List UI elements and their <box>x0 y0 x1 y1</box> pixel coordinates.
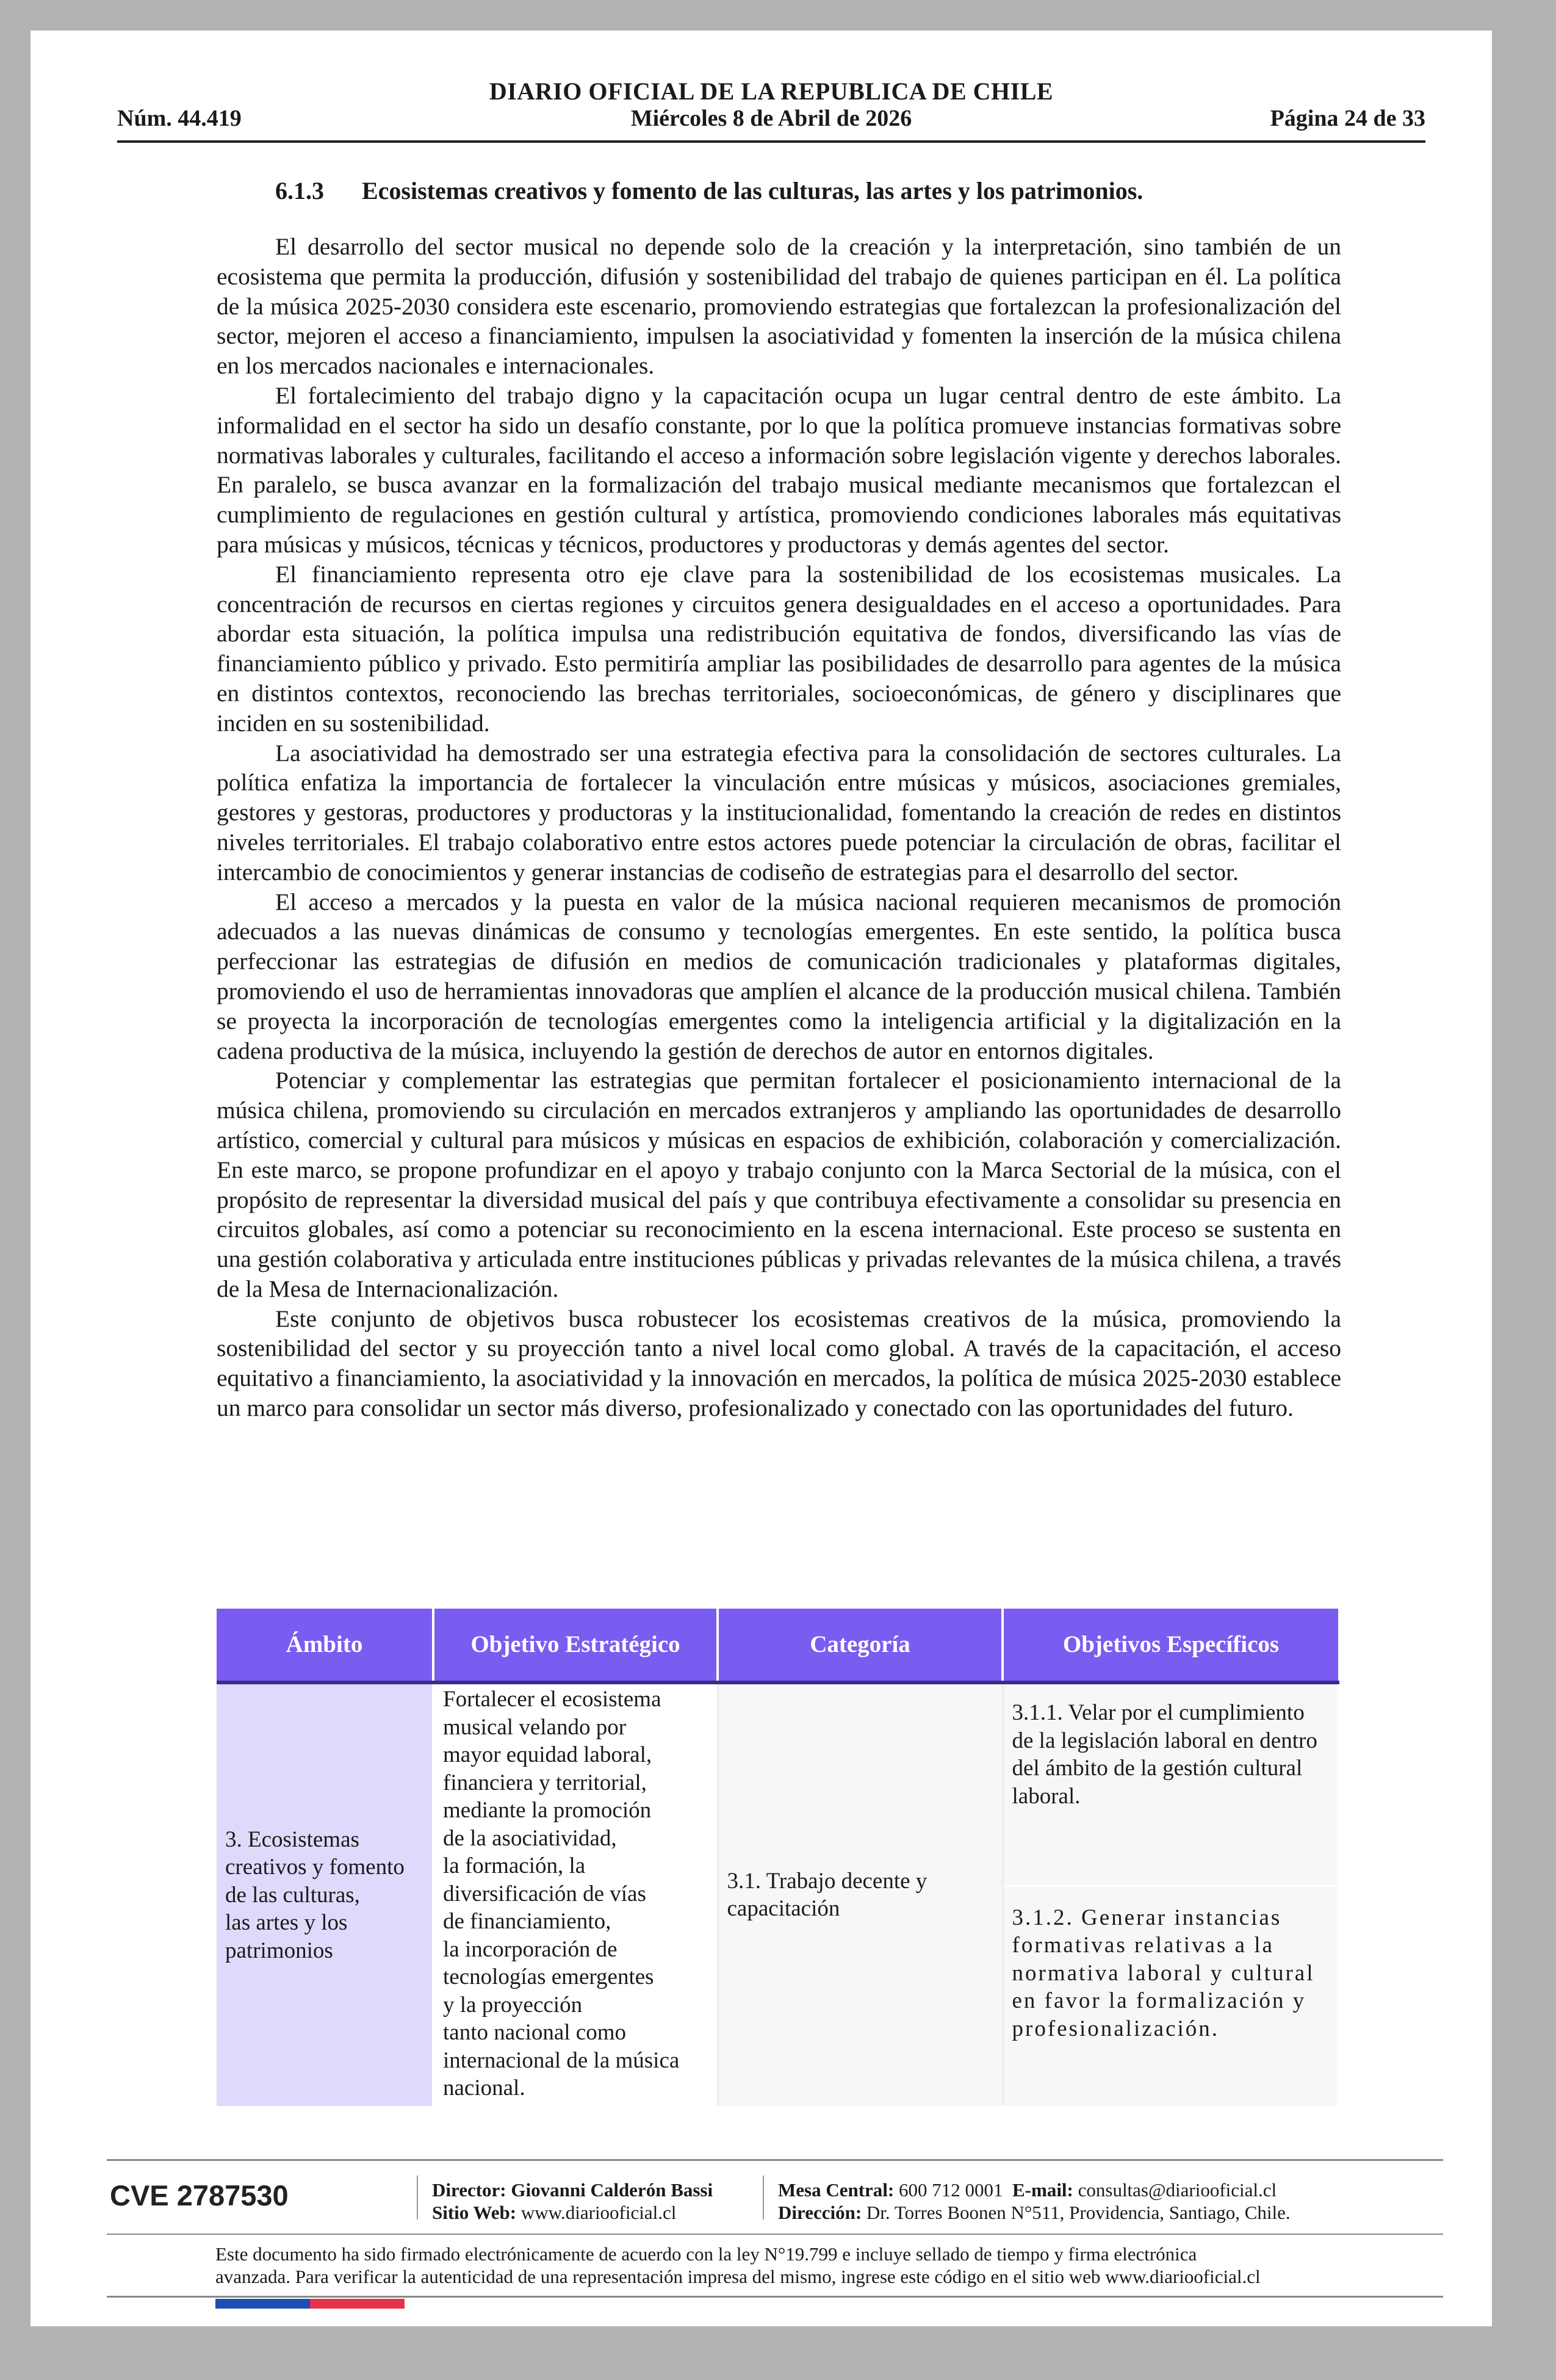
email-link[interactable]: consultas@diariooficial.cl <box>1078 2179 1277 2201</box>
objectives-table <box>217 1609 1339 2106</box>
cell-line: patrimonios <box>225 1938 333 1963</box>
paragraph: El desarrollo del sector musical no depende solo de la creación y la interpretación, sino también de un ecosistema que permita la producción, difusión y sostenibilidad del trabajo de quienes participan en él. La política de la música 2025-2030 considera este escenario, promoviendo estrategias que fortalezcan la profesionalización del sector, mejoren el acceso a financiamiento, impulsen la asociatividad y fomenten la inserción de la música chilena en los mercados nacionales e internacionales. <box>217 233 1341 380</box>
paragraph: Potenciar y complementar las estrategias que permitan fortalecer el posicionamiento internacional de la música chilena, promoviendo su circulación en mercados extranjeros y ampliando las oportunidades de desarrollo artístico, comercial y cultural para músicos y músicas en espacios de exhibición, colaboración y comercialización. En este marco, se propone profundizar en el apoyo y trabajo conjunto con la Marca Sectorial de la música, con el propósito de representar la diversidad musical del país y que contribuya efectivamente a consolidar su presencia en circuitos globales, así como a potenciar su reconocimiento en la escena internacional. Este proceso se sustenta en una gestión colaborativa y articulada entre instituciones públicas y privadas relevantes de la música chilena, a través de la Mesa de Internacionalización. <box>217 1067 1341 1302</box>
cell-line: musical velando por <box>443 1714 627 1740</box>
cell-ambito <box>217 1682 433 2106</box>
flag-stripe-blue <box>215 2299 310 2309</box>
cell-line: mayor equidad laboral, <box>443 1742 652 1767</box>
cell-line: capacitación <box>727 1896 840 1922</box>
cell-categoria <box>718 1682 1003 2106</box>
paragraph: La asociatividad ha demostrado ser una estrategia efectiva para la consolidación de sectores culturales. La política enfatiza la importancia de fortalecer la vinculación entre músicas y músicos, asociaciones gremiales, gestores y gestoras, productores y productoras y la institucionalidad, fomentando la creación de redes en distintos niveles territoriales. El trabajo colaborativo entre estos actores puede potenciar la circulación de obras, facilitar el intercambio de conocimientos y generar instancias de codiseño de estrategias para el desarrollo del sector. <box>217 739 1341 885</box>
main-content <box>217 175 1341 1423</box>
director-name: Giovanni Calderón Bassi <box>511 2179 713 2201</box>
column-header-especificos: Objetivos Específicos <box>1003 1609 1338 1682</box>
footer-separator <box>763 2176 764 2220</box>
director-label: Director: <box>432 2179 506 2201</box>
table-row <box>217 1682 1338 1886</box>
paragraph: El fortalecimiento del trabajo digno y la capacitación ocupa un lugar central dentro de este ámbito. La informalidad en el sector ha sido un desafío constante, por lo que la política promueve instancias formativas sobre normativas laborales y culturales, facilitando el acceso a información sobre legislación vigente y derechos laborales. En paralelo, se busca avanzar en la formalización del trabajo musical mediante mecanismos que fortalezcan el cumplimiento de regulaciones en gestión cultural y artística, promoviendo condiciones laborales más equitativas para músicas y músicos, técnicas y técnicos, productores y productoras y demás agentes del sector. <box>217 381 1341 558</box>
cell-line: de la legislación laboral en dentro <box>1012 1728 1317 1753</box>
paragraph: El acceso a mercados y la puesta en valor de la música nacional requieren mecanismos de promoción adecuados a las nuevas dinámicas de consumo y tecnologías emergentes. En este sentido, la política busca perfeccionar las estrategias de difusión en medios de comunicación tradicionales y plataformas digitales, promoviendo el uso de herramientas innovadoras que amplíen el alcance de la producción musical chilena. También se proyecta la incorporación de tecnologías emergentes como la inteligencia artificial y la digitalización en la cadena productiva de la música, incluyendo la gestión de derechos de autor en entornos digitales. <box>217 888 1341 1064</box>
cell-especifico-2 <box>1003 1886 1338 2105</box>
legal-notice <box>215 2243 1375 2288</box>
cell-line: de la asociatividad, <box>443 1825 617 1851</box>
table-header-row <box>217 1609 1338 1682</box>
cell-line: diversificación de vías <box>443 1881 646 1906</box>
address-line <box>778 2201 1291 2224</box>
issue-number: Núm. 44.419 <box>117 106 242 131</box>
cell-line: las artes y los <box>225 1910 348 1935</box>
column-header-objetivo: Objetivo Estratégico <box>433 1609 718 1682</box>
cell-line: y la proyección <box>443 1992 583 2018</box>
cell-line: 3.1.2. Generar instancias <box>1012 1905 1282 1930</box>
cell-line: mediante la promoción <box>443 1798 652 1823</box>
legal-line: Este documento ha sido firmado electrónicamente de acuerdo con la ley N°19.799 e incluye sellado de tiempo y firma electrónica <box>215 2243 1197 2265</box>
cell-line: la incorporación de <box>443 1936 618 1962</box>
cell-line: financiera y territorial, <box>443 1770 647 1795</box>
header-rule <box>117 140 1425 143</box>
footer-top-rule <box>107 2159 1443 2161</box>
website-link[interactable]: www.diariooficial.cl <box>520 2202 677 2223</box>
website-label: Sitio Web: <box>432 2202 517 2223</box>
cell-line: 3.1.1. Velar por el cumplimiento <box>1012 1700 1305 1725</box>
cell-line: Fortalecer el ecosistema <box>443 1687 661 1712</box>
publication-title: DIARIO OFICIAL DE LA REPUBLICA DE CHILE <box>489 78 1054 105</box>
cell-line: tecnologías emergentes <box>443 1964 654 1989</box>
cell-line: 3.1. Trabajo decente y <box>727 1868 927 1894</box>
cell-line: en favor la formalización y <box>1012 1988 1306 2014</box>
page-counter: Página 24 de 33 <box>1270 106 1425 131</box>
address-text: Dr. Torres Boonen N°511, Providencia, Santiago, Chile. <box>866 2202 1291 2223</box>
footer-middle-rule <box>107 2234 1443 2235</box>
cell-line: tanto nacional como <box>443 2020 627 2045</box>
paragraph: Este conjunto de objetivos busca robustecer los ecosistemas creativos de la música, promoviendo la sostenibilidad del sector y su proyección tanto a nivel local como global. A través de la capacitación, el acceso equitativo a financiamiento, la asociatividad y la innovación en mercados, la política de música 2025-2030 establece un marco para consolidar un sector más diverso, profesionalizado y conectado con las oportunidades del futuro. <box>217 1305 1341 1422</box>
cell-line: la formación, la <box>443 1853 586 1878</box>
mesa-phone: 600 712 0001 <box>899 2179 1003 2201</box>
cell-line: 3. Ecosistemas <box>225 1826 359 1852</box>
cve-code: CVE 2787530 <box>110 2179 289 2212</box>
cell-line: profesionalización. <box>1012 2016 1220 2041</box>
cell-line: formativas relativas a la <box>1012 1933 1274 1958</box>
paragraph: El financiamiento representa otro eje clave para la sostenibilidad de los ecosistemas musicales. La concentración de recursos en ciertas regiones y circuitos genera desigualdades en el acceso a oportunidades. Para abordar esta situación, la política impulsa una redistribución equitativa de fondos, diversificando las vías de financiamiento público y privado. Esto permitiría ampliar las posibilidades de desarrollo para agentes de la música en distintos contextos, reconociendo las brechas territoriales, socioeconómicas, de género y disciplinares que inciden en su sostenibilidad. <box>217 560 1341 737</box>
body-text <box>217 232 1341 1423</box>
contact-line <box>778 2179 1291 2201</box>
cell-line: internacional de la música <box>443 2047 680 2073</box>
column-header-ambito: Ámbito <box>217 1609 433 1682</box>
cell-line: del ámbito de la gestión cultural <box>1012 1756 1303 1781</box>
cell-objetivo <box>433 1682 718 2106</box>
footer-bottom-rule <box>107 2296 1443 2298</box>
section-number: 6.1.3 <box>275 177 324 204</box>
cell-line: normativa laboral y cultural <box>1012 1960 1315 1986</box>
cell-line: de financiamiento, <box>443 1909 611 1934</box>
cell-line: de las culturas, <box>225 1882 360 1908</box>
footer-contact-block <box>778 2179 1291 2224</box>
cell-line: nacional. <box>443 2075 525 2101</box>
section-title: Ecosistemas creativos y fomento de las culturas, las artes y los patrimonios. <box>362 177 1144 204</box>
email-label: E-mail: <box>1012 2179 1073 2201</box>
footer-director-block <box>432 2179 713 2224</box>
cell-especifico-1 <box>1003 1682 1338 1886</box>
flag-stripe-red <box>310 2299 405 2309</box>
cell-line: laboral. <box>1012 1783 1081 1809</box>
issue-date: Miércoles 8 de Abril de 2026 <box>630 106 912 131</box>
website-line <box>432 2201 713 2224</box>
section-heading <box>275 175 1341 207</box>
director-line <box>432 2179 713 2201</box>
page-header <box>117 45 1425 146</box>
mesa-label: Mesa Central: <box>778 2179 895 2201</box>
column-header-categoria: Categoría <box>718 1609 1003 1682</box>
address-label: Dirección: <box>778 2202 862 2223</box>
cell-line: creativos y fomento <box>225 1855 405 1880</box>
legal-line: avanzada. Para verificar la autenticidad de una representación impresa del mismo, ingrese este código en el sitio web www.diariooficial.cl <box>215 2266 1261 2287</box>
footer-separator <box>417 2176 418 2220</box>
